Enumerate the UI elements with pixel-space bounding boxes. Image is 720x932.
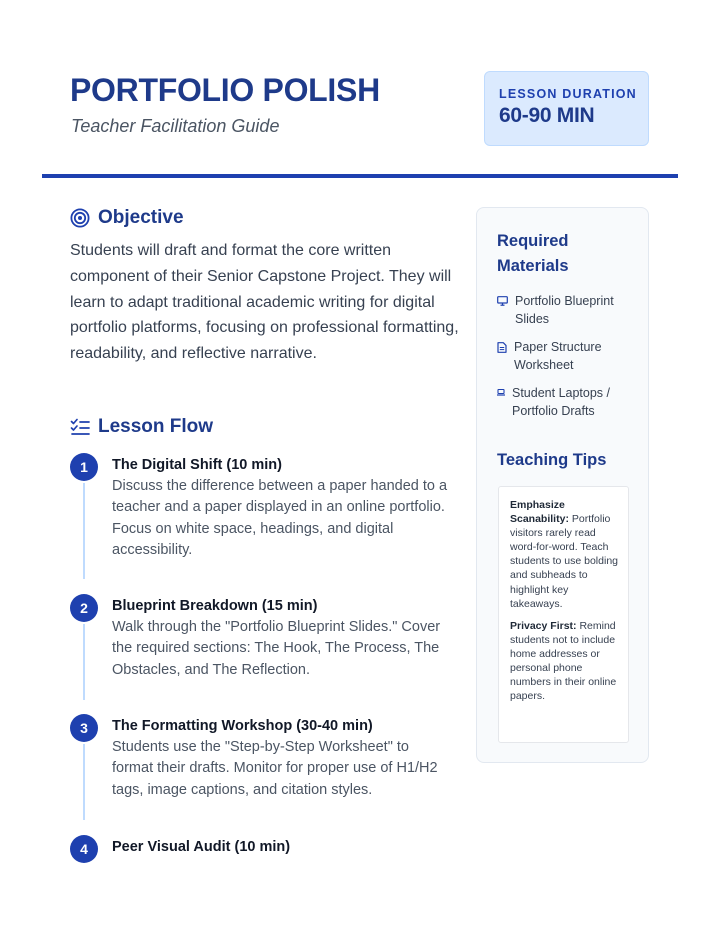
teaching-tips-heading: Teaching Tips: [497, 451, 607, 469]
timeline-connector: [83, 624, 85, 700]
objective-heading: [70, 207, 184, 229]
tip-item: [510, 498, 620, 611]
tip-title: Privacy First:: [510, 619, 577, 632]
step-number: 4: [70, 835, 98, 863]
tip-text: Remind students not to include home addresses or personal phone numbers in their online papers.: [510, 619, 617, 703]
step-number: 1: [70, 453, 98, 481]
header-divider: [42, 174, 678, 178]
checklist-icon: [70, 417, 90, 437]
step-title: The Formatting Workshop (30-40 min): [112, 718, 373, 734]
step-number: 3: [70, 714, 98, 742]
page-subtitle: Teacher Facilitation Guide: [71, 116, 280, 136]
timeline-connector: [83, 744, 85, 820]
monitor-icon: [497, 292, 508, 328]
step-title: The Digital Shift (10 min): [112, 457, 282, 473]
material-label: Portfolio Blueprint Slides: [515, 294, 614, 326]
step-description: Students use the "Step-by-Step Worksheet" to format their drafts. Monitor for proper use of H1/H2 tags, image captions, and citation styles.: [112, 739, 438, 798]
materials-list: [497, 292, 637, 430]
list-item: [497, 292, 637, 328]
list-item: [497, 384, 637, 420]
step-description: Discuss the difference between a paper handed to a teacher and a paper displayed in an online portfolio. Focus on white space, headings, and digital accessibility.: [112, 478, 448, 558]
tip-title: Emphasize Scanability:: [510, 499, 569, 526]
material-label: Paper Structure Worksheet: [514, 340, 602, 372]
lesson-flow-heading: [70, 416, 213, 438]
step-description: Walk through the "Portfolio Blueprint Slides." Cover the required sections: The Hook, The Process, The Obstacles, and The Reflection.: [112, 619, 441, 678]
step-title: Blueprint Breakdown (15 min): [112, 598, 318, 614]
tip-item: [510, 619, 620, 704]
tip-text: Portfolio visitors rarely read word-for-word. Teach students to use bolding and subheads to highlight key takeaways.: [510, 513, 618, 610]
step-title: Peer Visual Audit (10 min): [112, 839, 291, 855]
objective-text: Students will draft and format the core written component of their Senior Capstone Project. They will learn to adapt traditional academic writing for digital portfolio platforms, focusing on professional formatting, readability, and reflective narrative.: [70, 242, 459, 363]
document-icon: [497, 338, 507, 374]
step-number: 2: [70, 594, 98, 622]
duration-label: LESSON DURATION: [499, 87, 637, 101]
lesson-flow-heading-label: Lesson Flow: [98, 416, 214, 437]
duration-value: 60-90 MIN: [499, 104, 595, 127]
lesson-duration-badge: [484, 71, 649, 146]
materials-heading: Required Materials: [497, 232, 569, 275]
list-item: [497, 338, 637, 374]
timeline-connector: [83, 483, 85, 579]
page-title: PORTFOLIO POLISH: [70, 72, 380, 108]
objective-heading-label: Objective: [98, 207, 184, 228]
teaching-tips-box: [498, 486, 629, 743]
material-label: Student Laptops / Portfolio Drafts: [512, 386, 610, 418]
sidebar: [476, 207, 649, 763]
target-icon: [70, 208, 90, 228]
laptop-icon: [497, 384, 505, 420]
